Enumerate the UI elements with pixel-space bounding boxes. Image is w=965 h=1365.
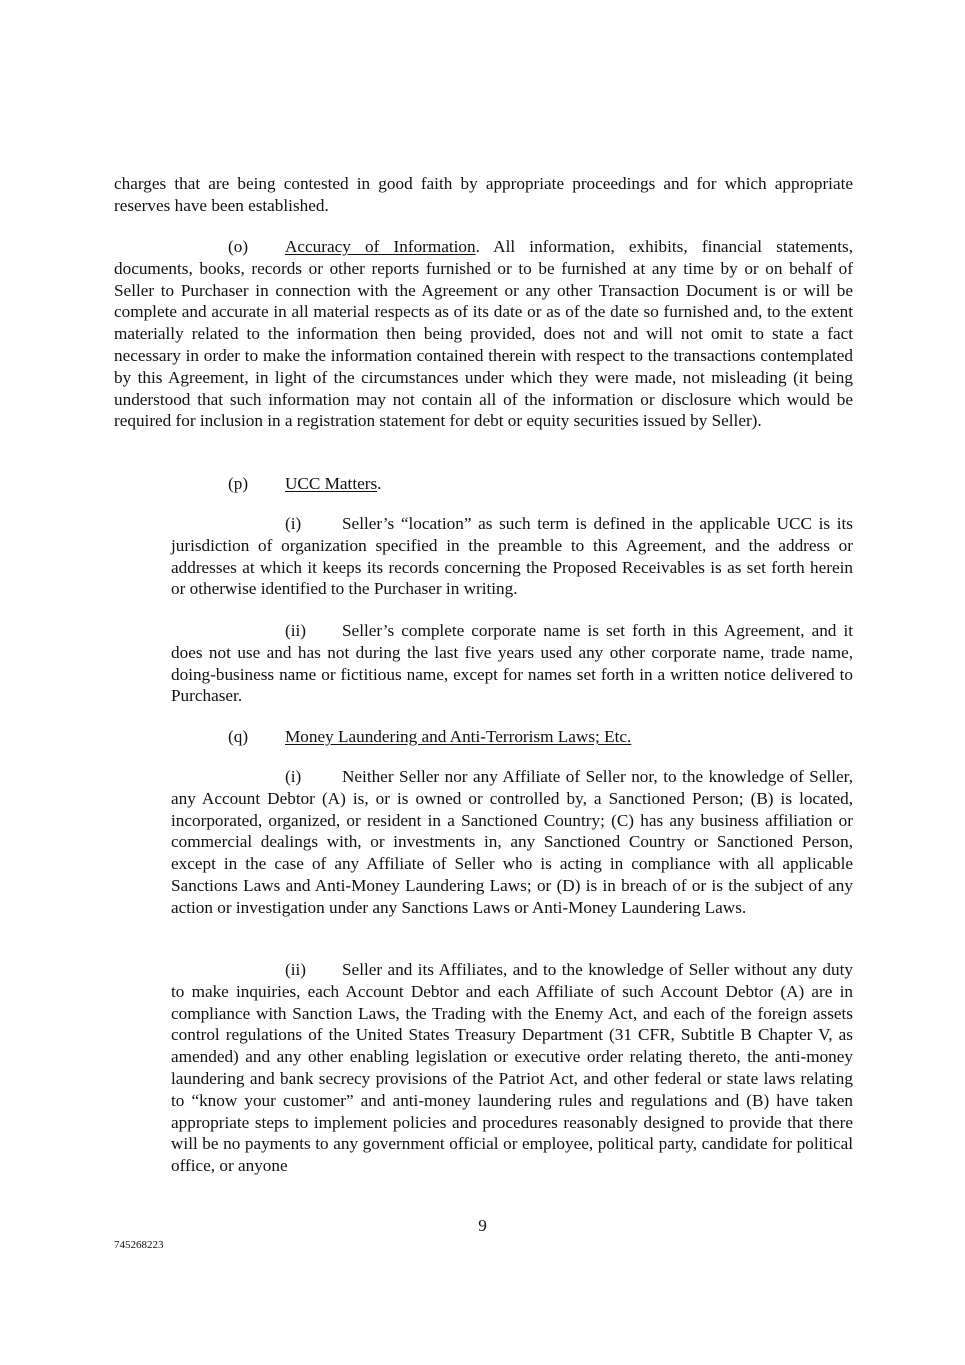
section-q-item-ii-label: (ii) bbox=[285, 960, 306, 979]
section-p-item-ii-text: Seller’s complete corporate name is set forth in this Agreement, and it does not use and has not during the last five years used any other corporate name, trade name, doing-business name or fictitious name, except for names set forth in a written notice delivered to Purchaser. bbox=[171, 621, 853, 706]
section-p-heading: UCC Matters bbox=[285, 474, 378, 493]
document-id: 745268223 bbox=[114, 1239, 164, 1251]
section-q-label: (q) bbox=[228, 727, 249, 746]
section-o-label: (o) bbox=[228, 237, 249, 256]
section-q-item-i-text: Neither Seller nor any Affiliate of Seller nor, to the knowledge of Seller, any Account Debtor (A) is, or is owned or controlled by, a Sanctioned Person; (B) is located, incorporated, organized, or resident in a Sanctioned Country; (C) has any business affiliation or commercial dealings with, or investments in, any Sanctioned Country or Sanctioned Person, except in the case of any Affiliate of Seller who is acting in compliance with all applicable Sanctions Laws and Anti-Money Laundering Laws; or (D) is in breach of or is the subject of any action or investigation under any Sanctions Laws or Anti-Money Laundering Laws. bbox=[171, 767, 853, 917]
page-number: 9 bbox=[478, 1216, 487, 1235]
section-p-heading-suffix: . bbox=[377, 474, 382, 493]
section-o-paragraph bbox=[114, 236, 853, 432]
section-p-item-i-label: (i) bbox=[285, 514, 302, 533]
section-p-label: (p) bbox=[228, 474, 249, 493]
continuation-paragraph: charges that are being contested in good faith by appropriate proceedings and for which appropriate reserves have been established. bbox=[114, 174, 853, 215]
section-p-header bbox=[228, 473, 381, 495]
section-q-item-i bbox=[171, 766, 853, 919]
section-q-item-ii bbox=[171, 959, 853, 1177]
section-q-header bbox=[228, 726, 631, 748]
section-q-item-ii-text: Seller and its Affiliates, and to the knowledge of Seller without any duty to make inquiries, each Account Debtor and each Affiliate of such Account Debtor (A) are in compliance with Sanction Laws, the Trading with the Enemy Act, and each of the foreign assets control regulations of the United States Treasury Department (31 CFR, Subtitle B Chapter V, as amended) and any other enabling legislation or executive order relating thereto, the anti-money laundering and bank secrecy provisions of the Patriot Act, and other federal or state laws relating to “know your customer” and anti-money laundering rules and regulations and (B) have taken appropriate steps to implement policies and procedures reasonably designed to provide that there will be no payments to any government official or employee, political party, candidate for political office, or anyone bbox=[171, 960, 853, 1176]
section-p-item-i-text: Seller’s “location” as such term is defined in the applicable UCC is its jurisdiction of organization specified in the preamble to this Agreement, and the address or addresses at which it keeps its records concerning the Proposed Receivables is as set forth herein or otherwise identified to the Purchaser in writing. bbox=[171, 514, 853, 599]
section-p-item-ii bbox=[171, 620, 853, 707]
section-p-item-i bbox=[171, 513, 853, 600]
section-p-item-ii-label: (ii) bbox=[285, 621, 306, 640]
section-q-heading: Money Laundering and Anti-Terrorism Laws; Etc. bbox=[285, 727, 632, 746]
section-o-body: . All information, exhibits, financial statements, documents, books, records or other reports furnished or to be furnished at any time by or on behalf of Seller to Purchaser in connection with the Agreement or any other Transaction Document is or will be complete and accurate in all material respects as of its date or as of the date so furnished and, to the extent materially related to the information then being provided, does not and will not omit to state a fact necessary in order to make the information contained therein with respect to the transactions contemplated by this Agreement, in light of the circumstances under which they were made, not misleading (it being understood that such information may not contain all of the information or disclosure which would be required for inclusion in a registration statement for debt or equity securities issued by Seller). bbox=[114, 237, 853, 431]
section-q-item-i-label: (i) bbox=[285, 767, 302, 786]
section-o-heading: Accuracy of Information bbox=[285, 237, 476, 256]
